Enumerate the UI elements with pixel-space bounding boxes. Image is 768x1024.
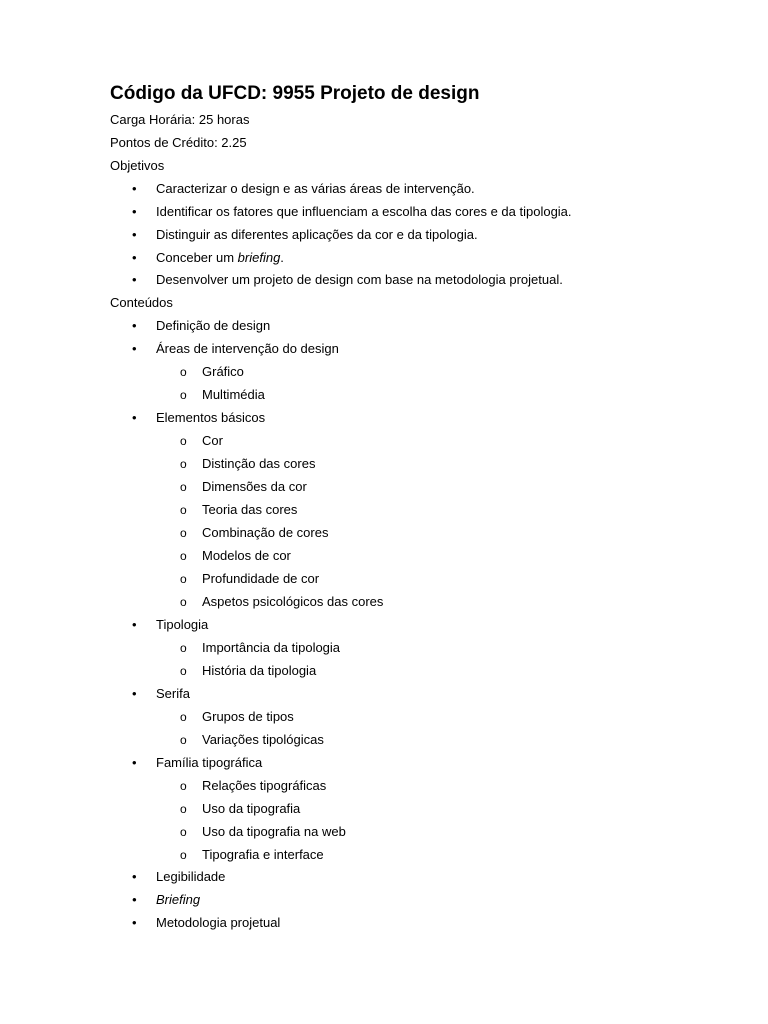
conteudo-item: • Elementos básicos xyxy=(156,410,265,426)
conteudo-subitem: o Tipografia e interface xyxy=(202,847,324,863)
conteudo-subitem: o Combinação de cores xyxy=(202,525,328,541)
conteudo-subitem: o Relações tipográficas xyxy=(202,778,326,794)
carga-horaria: Carga Horária: 25 horas xyxy=(110,112,250,127)
conteudo-subitem: o Variações tipológicas xyxy=(202,732,324,748)
conteudo-item: • Definição de design xyxy=(156,318,270,334)
conteudo-subitem: o Multimédia xyxy=(202,387,265,403)
conteudo-item: • Serifa xyxy=(156,686,190,702)
objetivos-heading: Objetivos xyxy=(110,158,165,173)
conteudo-subitem: o Aspetos psicológicos das cores xyxy=(202,594,383,610)
conteudo-subitem: o Modelos de cor xyxy=(202,548,291,564)
conteudo-item: • Família tipográfica xyxy=(156,755,262,771)
conteudo-item: • Briefing xyxy=(156,892,200,908)
conteudo-subitem: o Uso da tipografia xyxy=(202,801,300,817)
conteudo-subitem: o Grupos de tipos xyxy=(202,709,294,725)
conteudo-subitem: o Dimensões da cor xyxy=(202,479,307,495)
objetivo-item: • Desenvolver um projeto de design com base na metodologia projetual. xyxy=(156,272,563,288)
conceber-briefing: briefing xyxy=(237,250,281,265)
conteudo-item: • Tipologia xyxy=(156,617,208,633)
objetivo-item: • Caracterizar o design e as várias áreas de intervenção. xyxy=(156,181,475,197)
document-title: Código da UFCD: 9955 Projeto de design xyxy=(110,83,480,104)
conteudo-subitem: o Profundidade de cor xyxy=(202,571,319,587)
conceber-suffix: . xyxy=(280,250,284,265)
objetivo-item-conceber xyxy=(156,250,284,266)
conteudo-subitem: o Teoria das cores xyxy=(202,502,297,518)
conteudo-subitem: o Importância da tipologia xyxy=(202,640,340,656)
conteudos-heading: Conteúdos xyxy=(110,295,173,310)
objetivo-item: • Identificar os fatores que influenciam a escolha das cores e da tipologia. xyxy=(156,204,572,220)
conteudo-subitem: o Uso da tipografia na web xyxy=(202,824,346,840)
conteudo-subitem: o Distinção das cores xyxy=(202,456,315,472)
conteudo-subitem: o Cor xyxy=(202,433,223,449)
conteudo-subitem: o Gráfico xyxy=(202,364,244,380)
conceber-prefix: Conceber um xyxy=(156,250,238,265)
conteudo-item: • Legibilidade xyxy=(156,869,225,885)
objetivo-item: • Distinguir as diferentes aplicações da cor e da tipologia. xyxy=(156,227,478,243)
conteudo-item: • Metodologia projetual xyxy=(156,915,280,931)
conteudo-item: • Áreas de intervenção do design xyxy=(156,341,339,357)
pontos-credito: Pontos de Crédito: 2.25 xyxy=(110,135,247,150)
conteudo-subitem: o História da tipologia xyxy=(202,663,316,679)
